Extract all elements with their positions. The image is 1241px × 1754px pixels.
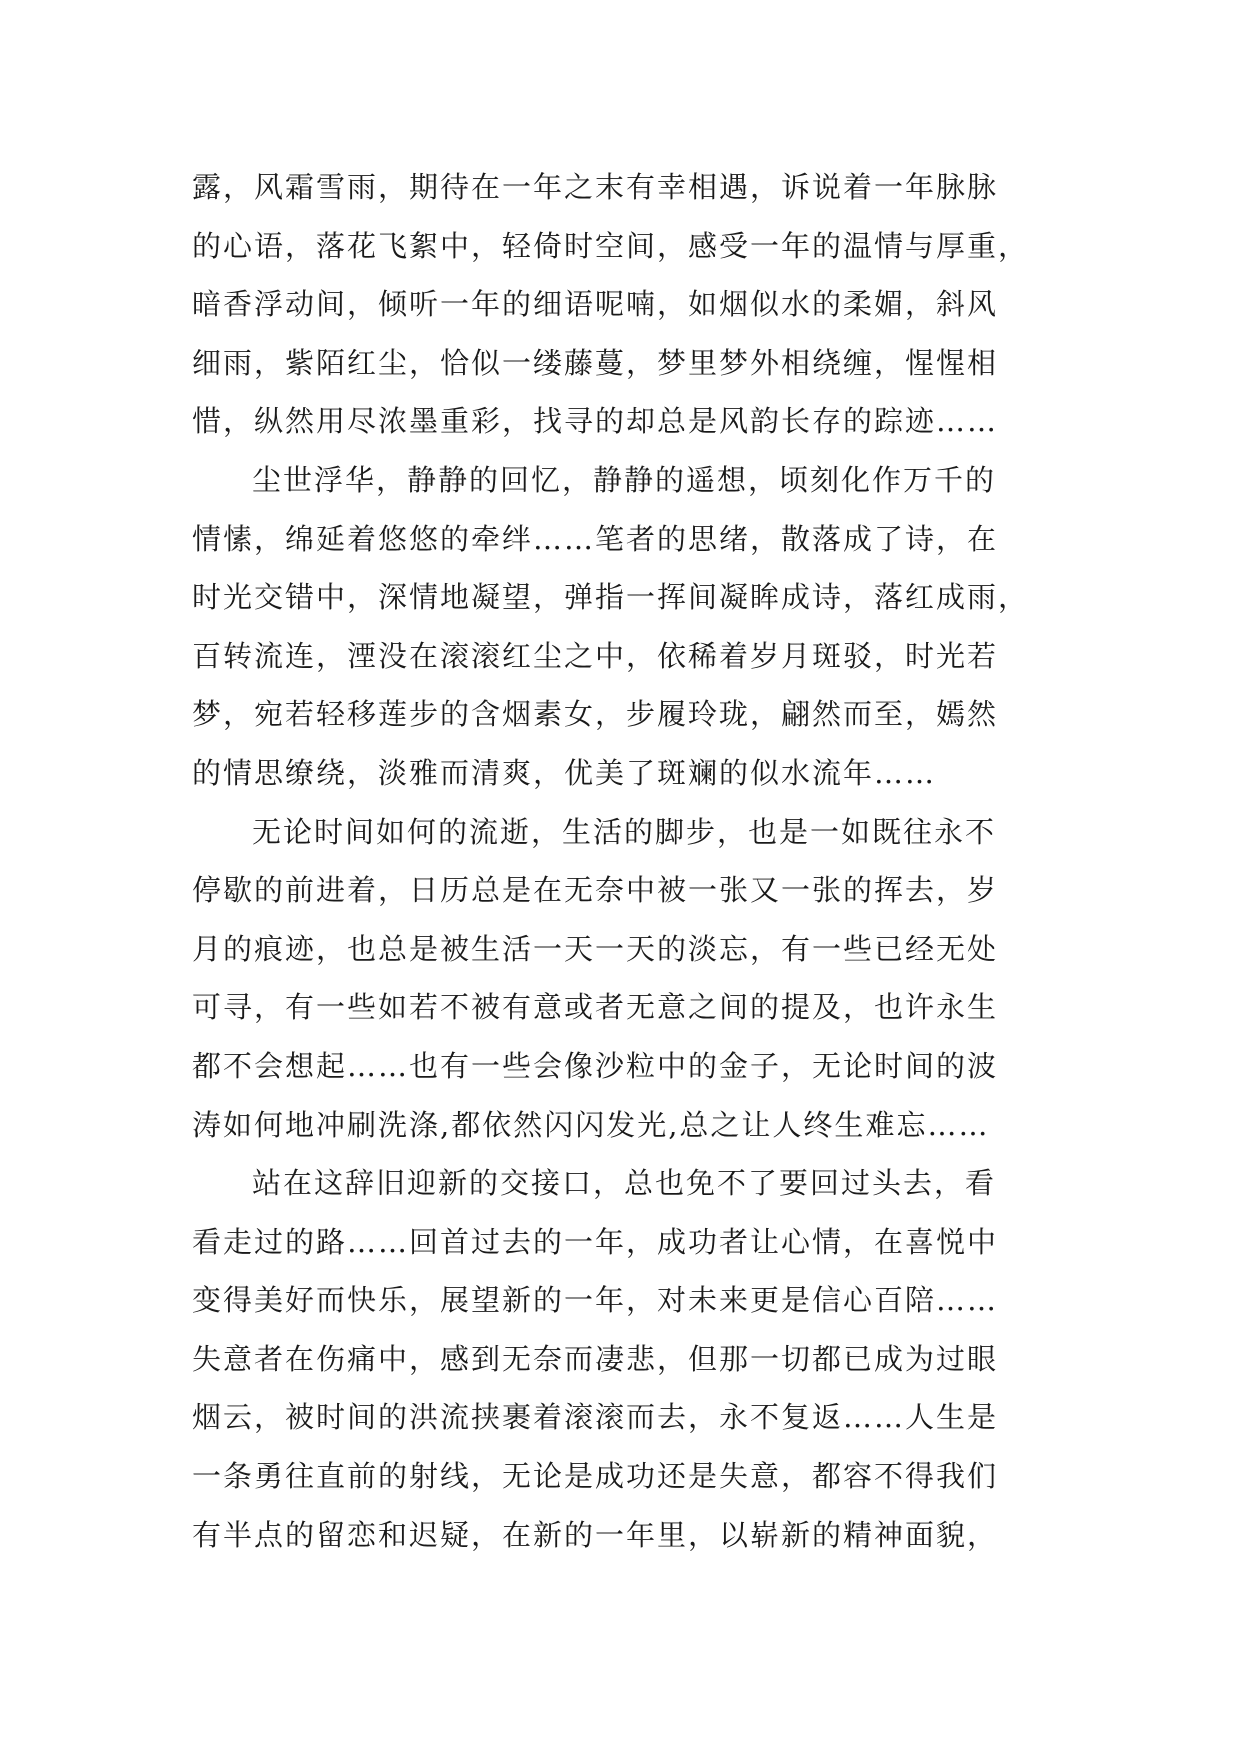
text-line: 涛如何地冲刷洗涤,都依然闪闪发光,总之让人终生难忘……: [192, 1107, 990, 1142]
text-line: 百转流连，湮没在滚滚红尘之中，依稀着岁月斑驳，时光若: [192, 638, 999, 673]
text-line: 惜，纵然用尽浓墨重彩，找寻的却总是风韵长存的踪迹……: [192, 404, 999, 439]
text-line: 月的痕迹，也总是被生活一天一天的淡忘，有一些已经无处: [192, 931, 999, 966]
text-line: 失意者在伤痛中，感到无奈而凄悲，但那一切都已成为过眼: [192, 1341, 999, 1376]
text-line: 情愫，绵延着悠悠的牵绊……笔者的思绪，散落成了诗，在: [192, 521, 999, 556]
text-line: 停歇的前进着，日历总是在无奈中被一张又一张的挥去，岁: [192, 873, 999, 908]
paragraph-start-line: 尘世浮华，静静的回忆，静静的遥想，顷刻化作万千的: [252, 462, 997, 497]
text-line: 有半点的留恋和迟疑，在新的一年里，以崭新的精神面貌，: [192, 1517, 999, 1552]
text-line: 可寻，有一些如若不被有意或者无意之间的提及，也许永生: [192, 990, 999, 1025]
text-line: 梦，宛若轻移莲步的含烟素女，步履玲珑，翩然而至，嫣然: [192, 697, 999, 732]
paragraph-start-line: 站在这辞旧迎新的交接口，总也免不了要回过头去，看: [252, 1166, 997, 1201]
text-line: 时光交错中，深情地凝望，弹指一挥间凝眸成诗，落红成雨，: [192, 580, 1030, 615]
text-line: 的心语，落花飞絮中，轻倚时空间，感受一年的温情与厚重，: [192, 228, 1030, 263]
text-line: 烟云，被时间的洪流挟裹着滚滚而去，永不复返……人生是: [192, 1400, 999, 1435]
text-line: 的情思缭绕，淡雅而清爽，优美了斑斓的似水流年……: [192, 755, 937, 790]
text-line: 都不会想起……也有一些会像沙粒中的金子，无论时间的波: [192, 1048, 999, 1083]
text-line: 变得美好而快乐，展望新的一年，对未来更是信心百陪……: [192, 1283, 999, 1318]
text-line: 一条勇往直前的射线，无论是成功还是失意，都容不得我们: [192, 1459, 999, 1494]
text-line: 露，风霜雪雨，期待在一年之末有幸相遇，诉说着一年脉脉: [192, 170, 999, 204]
body-text: [192, 158, 1052, 1564]
text-line: 暗香浮动间，倾听一年的细语呢喃，如烟似水的柔媚，斜风: [192, 287, 999, 322]
text-line: 看走过的路……回首过去的一年，成功者让心情，在喜悦中: [192, 1224, 999, 1259]
paragraph-start-line: 无论时间如何的流逝，生活的脚步，也是一如既往永不: [252, 814, 997, 849]
text-line: 细雨，紫陌红尘，恰似一缕藤蔓，梦里梦外相绕缠，惺惺相: [192, 345, 999, 380]
